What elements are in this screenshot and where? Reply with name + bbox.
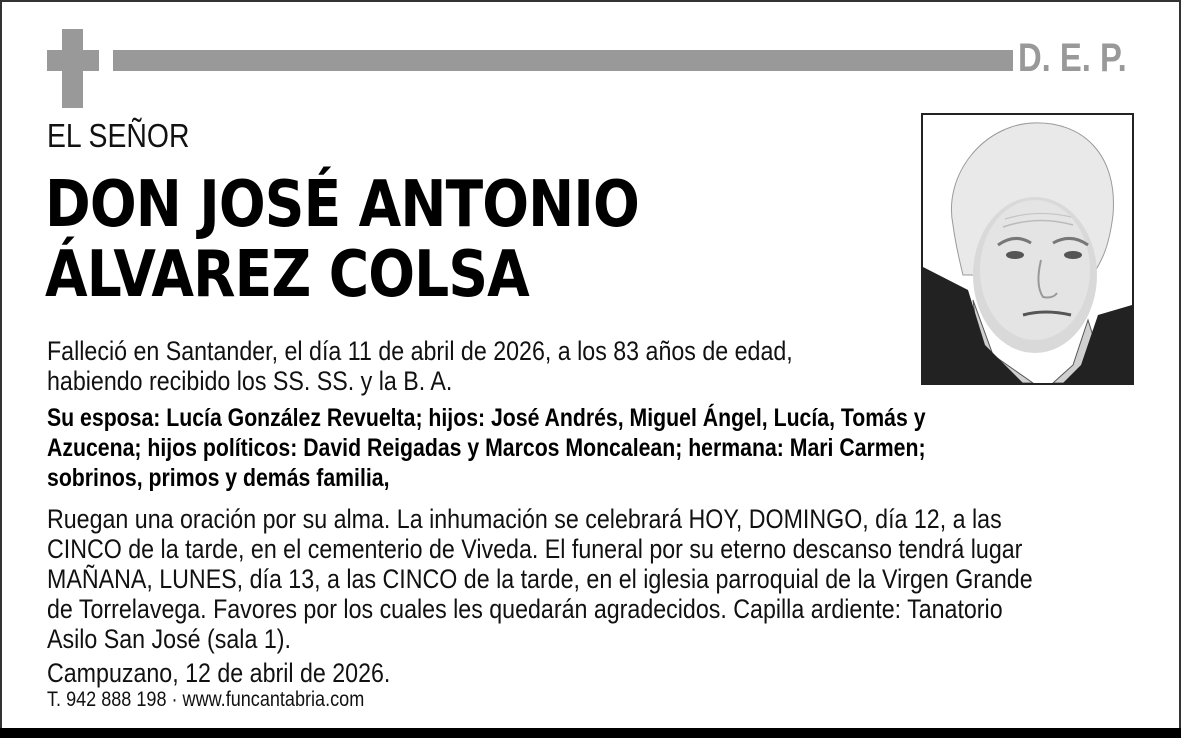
ceremony-line: de Torrelavega. Favores por los cuales les quedarán agradecidos. Capilla ardiente: Tanatorio: [47, 594, 1003, 624]
family-line: Azucena; hijos políticos: David Reigadas y Marcos Moncalean; hermana: Mari Carmen;: [47, 434, 926, 462]
death-notice-line: Falleció en Santander, el día 11 de abril de 2026, a los 83 años de edad,: [47, 336, 793, 366]
death-notice: [47, 336, 793, 396]
deceased-name: [45, 170, 639, 310]
portrait-image: [923, 115, 1132, 383]
death-notice-line: habiendo recibido los SS. SS. y la B. A.: [47, 366, 453, 396]
portrait-photo: [921, 113, 1134, 385]
ceremony-line: CINCO de la tarde, en el cementerio de Viveda. El funeral por su eterno descanso tendrá lugar: [47, 534, 1023, 564]
family-list: [47, 403, 926, 493]
contact-info: T. 942 888 198 · www.funcantabria.com: [47, 688, 365, 711]
honorific: EL SEÑOR: [47, 117, 190, 154]
name-line-1: DON JOSÉ ANTONIO: [45, 168, 639, 242]
bottom-border-bar: [0, 728, 1181, 738]
family-line: sobrinos, primos y demás familia,: [47, 464, 390, 492]
cross-icon-arm: [47, 50, 99, 71]
header-rule: [113, 50, 1013, 71]
ceremony-details: [47, 504, 1033, 654]
dep-title: D. E. P.: [1018, 36, 1127, 80]
ceremony-line: Ruegan una oración por su alma. La inhumación se celebrará HOY, DOMINGO, día 12, a las: [47, 504, 1002, 534]
name-line-2: ÁLVAREZ COLSA: [45, 238, 529, 312]
ceremony-line: Asilo San José (sala 1).: [47, 624, 291, 654]
place-date: Campuzano, 12 de abril de 2026.: [47, 658, 391, 688]
ceremony-line: MAÑANA, LUNES, día 13, a las CINCO de la tarde, en el iglesia parroquial de la Virgen Grande: [47, 564, 1033, 594]
family-line: Su esposa: Lucía González Revuelta; hijos: José Andrés, Miguel Ángel, Lucía, Tomás y: [47, 404, 926, 432]
